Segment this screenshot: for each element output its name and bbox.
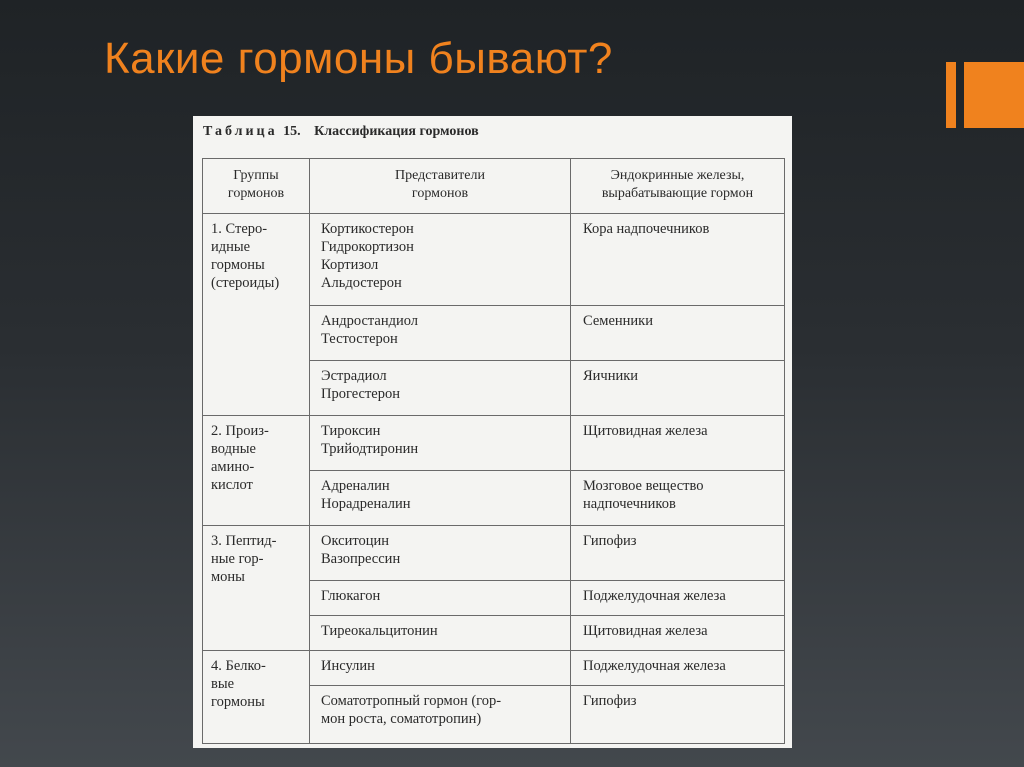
group-name-line: 3. Пептид-: [211, 533, 277, 549]
gland-cell: [571, 214, 785, 306]
group-name-line: (стероиды): [211, 275, 280, 291]
gland-name: Семенники: [583, 313, 653, 329]
header-text: Эндокринные железы,: [610, 168, 745, 183]
slide-title: Какие гормоны бывают?: [104, 34, 613, 83]
group-name-line: кислот: [211, 477, 253, 493]
gland-name: Гипофиз: [583, 533, 637, 549]
hormone-name: мон роста, соматотропин): [321, 711, 482, 727]
representatives-cell: [310, 306, 571, 361]
group-cell: [203, 416, 310, 526]
group-name-line: 1. Стеро-: [211, 221, 268, 237]
table-row: [203, 651, 785, 686]
representatives-cell: [310, 416, 571, 471]
gland-cell: [571, 581, 785, 616]
gland-name: Кора надпочечников: [583, 221, 710, 237]
group-name-line: вые: [211, 676, 235, 692]
hormone-name: Прогестерон: [321, 386, 400, 402]
hormone-name: Тироксин: [321, 423, 381, 439]
group-name-line: гормоны: [211, 257, 265, 273]
table-row: [203, 416, 785, 471]
gland-cell: [571, 616, 785, 651]
representatives-cell: [310, 651, 571, 686]
gland-name: Щитовидная железа: [583, 423, 708, 439]
hormone-name: Гидрокортизон: [321, 239, 414, 255]
table-row: [203, 214, 785, 306]
hormone-name: Норадреналин: [321, 496, 411, 512]
hormone-name: Окситоцин: [321, 533, 390, 549]
header-text: Представители: [395, 168, 485, 183]
gland-name: Поджелудочная железа: [583, 658, 726, 674]
gland-cell: [571, 416, 785, 471]
representatives-cell: [310, 581, 571, 616]
header-text: Группы: [233, 168, 279, 183]
representatives-cell: [310, 616, 571, 651]
header-representatives: [310, 159, 571, 214]
representatives-cell: [310, 471, 571, 526]
hormone-name: Кортизол: [321, 257, 379, 273]
table-caption: [203, 124, 479, 140]
hormone-name: Кортикостерон: [321, 221, 414, 237]
hormone-classification-table: [202, 158, 785, 744]
hormone-name: Тиреокальцитонин: [321, 623, 438, 639]
gland-cell: [571, 526, 785, 581]
group-cell: [203, 651, 310, 744]
header-text: гормонов: [411, 186, 469, 201]
hormone-name: Трийодтиронин: [321, 441, 419, 457]
gland-cell: [571, 306, 785, 361]
accent-bar-thick: [964, 62, 1024, 128]
gland-cell: [571, 361, 785, 416]
gland-name: Яичники: [583, 368, 639, 384]
group-cell: [203, 526, 310, 651]
hormone-name: Вазопрессин: [321, 551, 401, 567]
table-row: [203, 526, 785, 581]
hormone-name: Адреналин: [321, 478, 390, 494]
group-name-line: 4. Белко-: [211, 658, 266, 674]
group-cell: [203, 214, 310, 416]
group-name-line: гормоны: [211, 694, 265, 710]
hormone-name: Тестостерон: [321, 331, 398, 347]
header-groups: [203, 159, 310, 214]
table-body: [203, 214, 785, 744]
caption-label: Таблица: [203, 124, 278, 139]
representatives-cell: [310, 361, 571, 416]
representatives-cell: [310, 526, 571, 581]
gland-cell: [571, 471, 785, 526]
hormone-name: Эстрадиол: [321, 368, 387, 384]
caption-number: 15.: [283, 124, 301, 139]
hormone-name: Андростандиол: [321, 313, 419, 329]
gland-name: Мозговое вещество: [583, 478, 704, 494]
table-header-row: [203, 159, 785, 214]
gland-cell: [571, 686, 785, 744]
hormone-name: Соматотропный гормон (гор-: [321, 693, 502, 709]
group-name-line: ные гор-: [211, 551, 264, 567]
gland-name: Поджелудочная железа: [583, 588, 726, 604]
header-text: вырабатывающие гормон: [601, 186, 754, 201]
accent-bar-thin: [946, 62, 956, 128]
gland-name: надпочечников: [583, 496, 676, 512]
representatives-cell: [310, 214, 571, 306]
group-name-line: водные: [211, 441, 256, 457]
caption-title: Классификация гормонов: [314, 124, 479, 139]
header-text: гормонов: [227, 186, 285, 201]
hormone-name: Альдостерон: [321, 275, 402, 291]
gland-name: Щитовидная железа: [583, 623, 708, 639]
group-name-line: 2. Произ-: [211, 423, 269, 439]
table-image: [193, 116, 792, 748]
group-name-line: идные: [211, 239, 251, 255]
group-name-line: моны: [211, 569, 245, 585]
representatives-cell: [310, 686, 571, 744]
header-glands: [571, 159, 785, 214]
gland-name: Гипофиз: [583, 693, 637, 709]
hormone-name: Инсулин: [321, 658, 375, 674]
hormone-name: Глюкагон: [321, 588, 381, 604]
group-name-line: амино-: [211, 459, 255, 475]
gland-cell: [571, 651, 785, 686]
